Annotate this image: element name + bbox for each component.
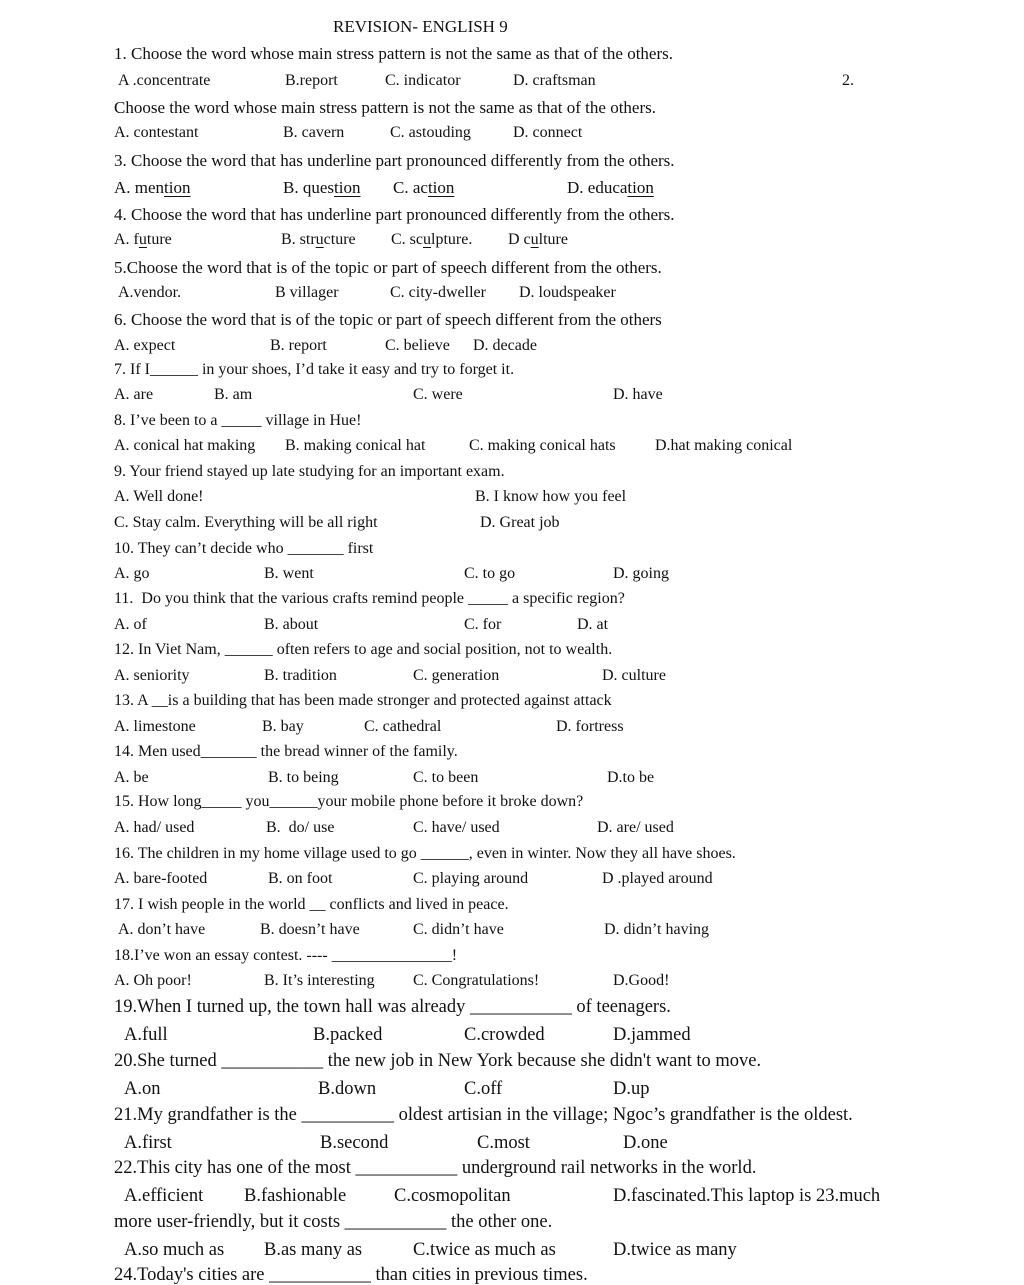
question-15-prompt: 15. How long_____ you______your mobile phone before it broke down?	[114, 793, 584, 810]
question-17-prompt: 17. I wish people in the world __ conflicts and lived in peace.	[114, 896, 509, 913]
q18-option-d: D.Good!	[613, 972, 670, 989]
question-9-prompt: 9. Your friend stayed up late studying for an important exam.	[114, 463, 505, 480]
q2-option-a: A. contestant	[114, 124, 199, 141]
q10-option-a: A. go	[114, 565, 150, 582]
q5-option-c: C. city-dweller	[390, 284, 486, 301]
q19-option-b: B.packed	[313, 1025, 383, 1045]
q20-option-b: B.down	[318, 1079, 377, 1099]
q6-option-b: B. report	[270, 337, 327, 354]
q19-option-a: A.full	[124, 1025, 168, 1045]
q8-option-b: B. making conical hat	[285, 437, 426, 454]
q3-option-a: A. mention	[114, 178, 191, 197]
q5-option-a: A.vendor.	[118, 284, 182, 301]
q11-option-b: B. about	[264, 616, 319, 633]
q14-option-d: D.to be	[607, 769, 655, 786]
q3-option-c: C. action	[393, 178, 455, 197]
question-2-number: 2.	[842, 72, 854, 89]
q4-option-a: A. future	[114, 231, 172, 248]
question-2-prompt: Choose the word whose main stress pattern is not the same as that of the others.	[114, 98, 656, 117]
q14-option-b: B. to being	[268, 769, 339, 786]
question-3-prompt: 3. Choose the word that has underline part pronounced differently from the others.	[114, 151, 675, 170]
q3-option-b: B. question	[283, 178, 361, 197]
q23-option-c: C.twice as much as	[413, 1240, 556, 1260]
q22-option-b: B.fashionable	[244, 1186, 347, 1206]
q18-option-c: C. Congratulations!	[413, 972, 540, 989]
q2-option-d: D. connect	[513, 124, 583, 141]
q16-option-d: D .played around	[602, 870, 713, 887]
q22-option-d: D.fascinated.This laptop is 23.much	[613, 1186, 881, 1206]
question-10-prompt: 10. They can’t decide who _______ first	[114, 540, 374, 557]
q18-option-a: A. Oh poor!	[114, 972, 192, 989]
q15-option-d: D. are/ used	[597, 819, 674, 836]
q7-option-b: B. am	[214, 386, 253, 403]
q12-option-c: C. generation	[413, 667, 500, 684]
q20-option-d: D.up	[613, 1079, 650, 1099]
q10-option-c: C. to go	[464, 565, 516, 582]
q22-option-a: A.efficient	[124, 1186, 204, 1206]
q9-option-a: A. Well done!	[114, 488, 204, 505]
q15-option-b: B. do/ use	[266, 819, 335, 836]
q16-option-b: B. on foot	[268, 870, 333, 887]
q11-option-a: A. of	[114, 616, 147, 633]
question-13-prompt: 13. A __is a building that has been made stronger and protected against attack	[114, 692, 612, 709]
q21-option-c: C.most	[477, 1133, 530, 1153]
q23-option-a: A.so much as	[124, 1240, 225, 1260]
question-18-prompt: 18.I’ve won an essay contest. ---- _______________!	[114, 947, 458, 964]
q21-option-b: B.second	[320, 1133, 389, 1153]
q8-option-a: A. conical hat making	[114, 437, 256, 454]
question-7-prompt: 7. If I______ in your shoes, I’d take it easy and try to forget it.	[114, 361, 515, 378]
question-6-prompt: 6. Choose the word that is of the topic or part of speech different from the others	[114, 310, 662, 329]
q5-option-d: D. loudspeaker	[519, 284, 616, 301]
q4-option-d: D culture	[508, 231, 568, 248]
question-1-prompt: 1. Choose the word whose main stress pattern is not the same as that of the others.	[114, 44, 673, 63]
q19-option-d: D.jammed	[613, 1025, 691, 1045]
q1-option-a: A .concentrate	[118, 72, 211, 89]
q8-option-c: C. making conical hats	[469, 437, 616, 454]
q7-option-a: A. are	[114, 386, 154, 403]
q6-option-c: C. believe	[385, 337, 450, 354]
question-14-prompt: 14. Men used_______ the bread winner of the family.	[114, 743, 458, 760]
q14-option-c: C. to been	[413, 769, 479, 786]
q17-option-d: D. didn’t having	[604, 921, 710, 938]
question-12-prompt: 12. In Viet Nam, ______ often refers to age and social position, not to wealth.	[114, 641, 613, 658]
q23-option-d: D.twice as many	[613, 1240, 737, 1260]
q2-option-b: B. cavern	[283, 124, 345, 141]
q9-option-d: D. Great job	[480, 514, 560, 531]
q9-option-c: C. Stay calm. Everything will be all right	[114, 514, 378, 531]
question-24-prompt: 24.Today's cities are ___________ than cities in previous times.	[114, 1265, 588, 1285]
q7-option-d: D. have	[613, 386, 663, 403]
q21-option-d: D.one	[623, 1133, 668, 1153]
question-23-prompt: more user-friendly, but it costs ___________ the other one.	[114, 1212, 553, 1232]
question-8-prompt: 8. I’ve been to a _____ village in Hue!	[114, 412, 362, 429]
q10-option-b: B. went	[264, 565, 314, 582]
q13-option-b: B. bay	[262, 718, 304, 735]
q11-option-c: C. for	[464, 616, 502, 633]
q12-option-d: D. culture	[602, 667, 666, 684]
q3-option-d: D. education	[567, 178, 654, 197]
q1-option-c: C. indicator	[385, 72, 461, 89]
q23-option-b: B.as many as	[264, 1240, 363, 1260]
q13-option-d: D. fortress	[556, 718, 624, 735]
question-19-prompt: 19.When I turned up, the town hall was already ___________ of teenagers.	[114, 997, 671, 1017]
q13-option-a: A. limestone	[114, 718, 196, 735]
question-20-prompt: 20.She turned ___________ the new job in New York because she didn't want to move.	[114, 1051, 762, 1071]
q22-option-c: C.cosmopolitan	[394, 1186, 511, 1206]
q21-option-a: A.first	[124, 1133, 172, 1153]
question-16-prompt: 16. The children in my home village used to go ______, even in winter. Now they all have shoes.	[114, 845, 736, 862]
q11-option-d: D. at	[577, 616, 609, 633]
q4-option-b: B. structure	[281, 231, 356, 248]
q1-option-b: B.report	[285, 72, 338, 89]
q12-option-a: A. seniority	[114, 667, 190, 684]
q4-option-c: C. sculpture.	[391, 231, 473, 248]
question-21-prompt: 21.My grandfather is the __________ oldest artisian in the village; Ngoc’s grandfather is the oldest.	[114, 1105, 853, 1125]
q10-option-d: D. going	[613, 565, 669, 582]
q20-option-c: C.off	[464, 1079, 503, 1099]
q1-option-d: D. craftsman	[513, 72, 596, 89]
q12-option-b: B. tradition	[264, 667, 337, 684]
question-5-prompt: 5.Choose the word that is of the topic or part of speech different from the others.	[114, 258, 662, 277]
q7-option-c: C. were	[413, 386, 463, 403]
question-11-prompt: 11. Do you think that the various crafts remind people _____ a specific region?	[114, 590, 625, 607]
q16-option-a: A. bare-footed	[114, 870, 208, 887]
question-4-prompt: 4. Choose the word that has underline part pronounced differently from the others.	[114, 205, 675, 224]
q9-option-b: B. I know how you feel	[475, 488, 627, 505]
q5-option-b: B villager	[275, 284, 339, 301]
page-title: REVISION- ENGLISH 9	[333, 17, 508, 36]
q19-option-c: C.crowded	[464, 1025, 545, 1045]
q16-option-c: C. playing around	[413, 870, 529, 887]
q2-option-c: C. astouding	[390, 124, 471, 141]
q14-option-a: A. be	[114, 769, 149, 786]
q15-option-c: C. have/ used	[413, 819, 500, 836]
q18-option-b: B. It’s interesting	[264, 972, 375, 989]
q15-option-a: A. had/ used	[114, 819, 195, 836]
q6-option-a: A. expect	[114, 337, 176, 354]
q17-option-c: C. didn’t have	[413, 921, 504, 938]
question-22-prompt: 22.This city has one of the most ___________ underground rail networks in the world.	[114, 1158, 757, 1178]
q17-option-b: B. doesn’t have	[260, 921, 360, 938]
q13-option-c: C. cathedral	[364, 718, 442, 735]
q20-option-a: A.on	[124, 1079, 161, 1099]
q6-option-d: D. decade	[473, 337, 537, 354]
q17-option-a: A. don’t have	[118, 921, 206, 938]
q8-option-d: D.hat making conical	[655, 437, 793, 454]
